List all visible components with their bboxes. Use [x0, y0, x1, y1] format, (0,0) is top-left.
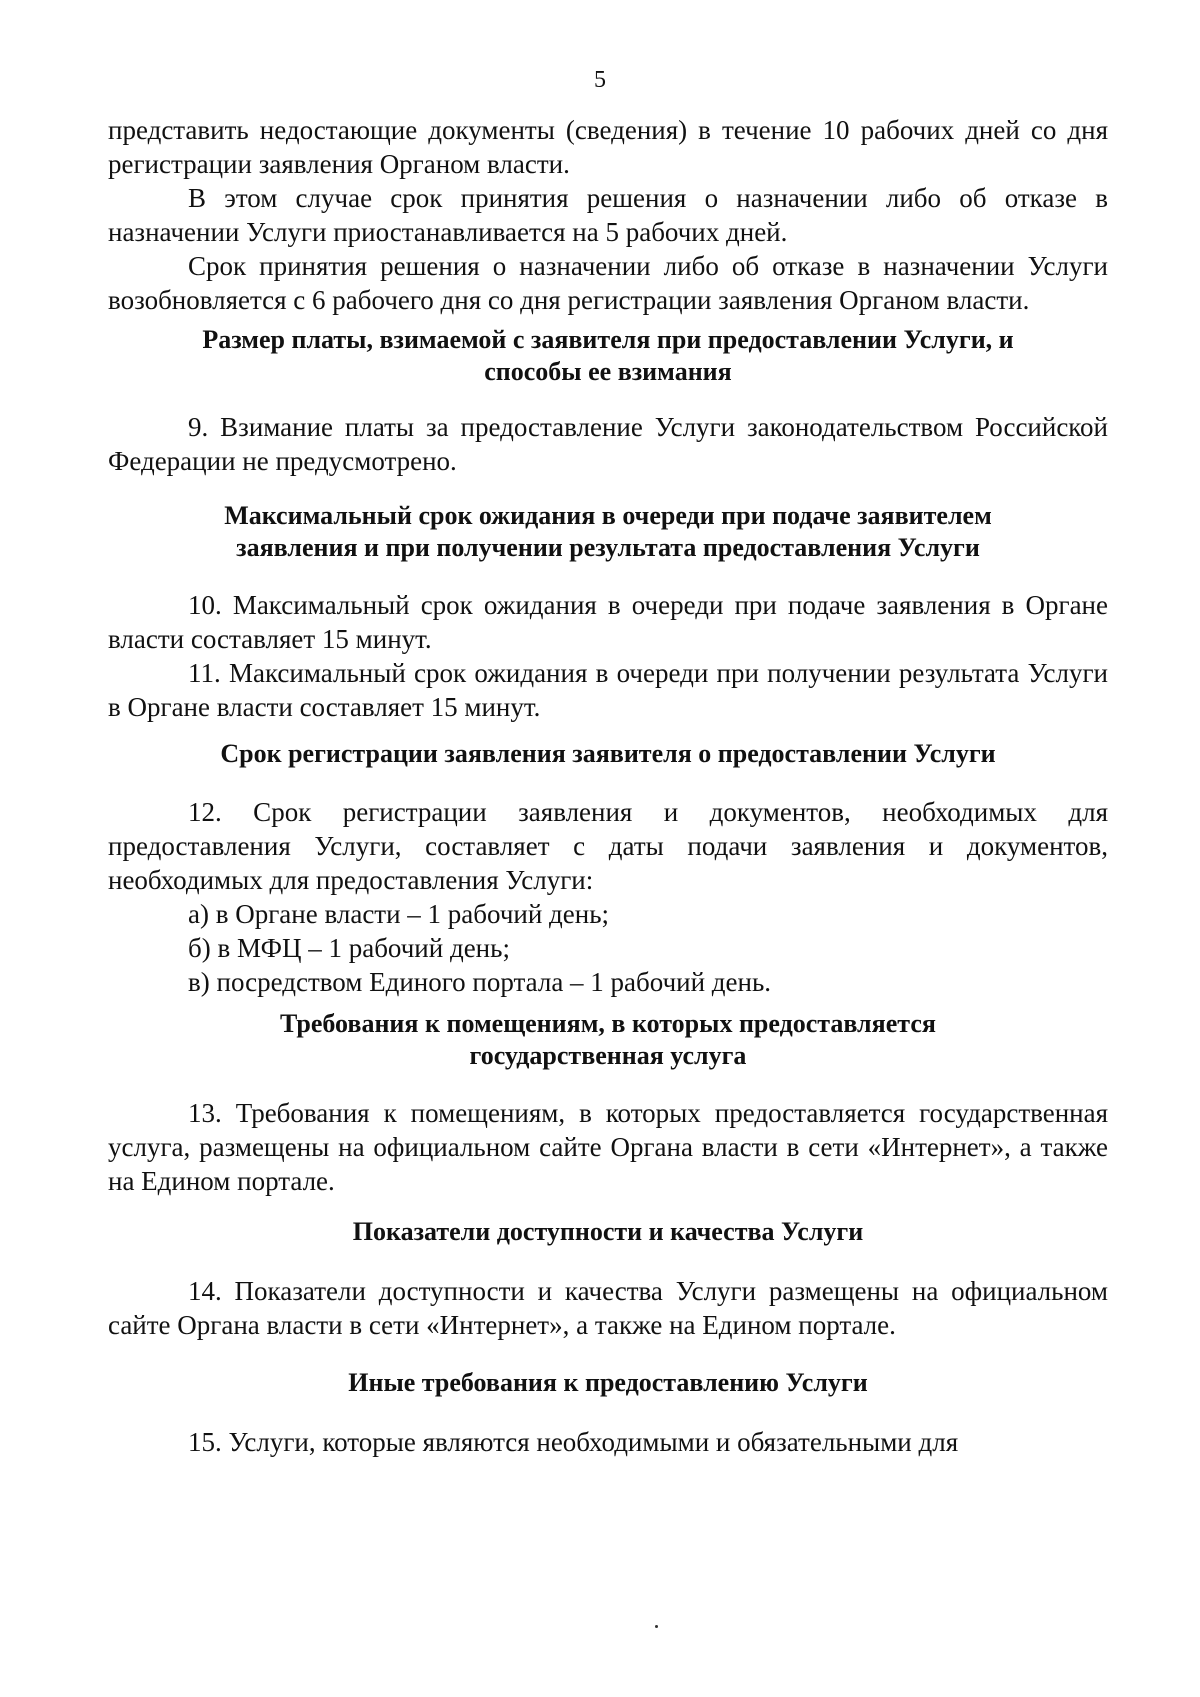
- paragraph-10: 10. Максимальный срок ожидания в очереди при подаче заявления в Органе власти составляет 15 минут.: [108, 590, 1108, 654]
- section-other-body: [108, 1425, 1108, 1459]
- section-queue-body: [108, 588, 1108, 724]
- section-registration-body: [108, 795, 1108, 999]
- section-premises-body: [108, 1096, 1108, 1198]
- paragraph-14: 14. Показатели доступности и качества Услуги размещены на официальном сайте Органа власти в сети «Интернет», а также на Едином портале.: [108, 1276, 1108, 1340]
- page-number: 5: [594, 67, 606, 93]
- list-item: а) в Органе власти – 1 рабочий день;: [188, 899, 610, 929]
- scan-speck: [655, 1625, 658, 1628]
- list-item: б) в МФЦ – 1 рабочий день;: [188, 933, 510, 963]
- paragraph-11: 11. Максимальный срок ожидания в очереди при получении результата Услуги в Органе власти составляет 15 минут.: [108, 658, 1108, 722]
- section-heading: Срок регистрации заявления заявителя о предоставлении Услуги: [220, 739, 996, 768]
- list-item: в) посредством Единого портала – 1 рабочий день.: [188, 967, 772, 997]
- paragraph-intro-3: Срок принятия решения о назначении либо об отказе в назначении Услуги возобновляется с 6 рабочего дня со дня регистрации заявления Органом власти.: [108, 251, 1108, 315]
- intro-block: [108, 113, 1108, 317]
- section-quality-heading: [108, 1216, 1108, 1248]
- registration-list: [108, 897, 1108, 999]
- paragraph-15: 15. Услуги, которые являются необходимыми и обязательными для: [188, 1427, 959, 1457]
- section-premises-heading: [108, 1008, 1108, 1072]
- section-heading-line: способы ее взимания: [484, 357, 732, 386]
- paragraph-12: 12. Срок регистрации заявления и документов, необходимых для предоставления Услуги, составляет с даты подачи заявления и документов, необходимых для предоставления Услуги:: [108, 797, 1108, 895]
- section-heading-line: заявления и при получении результата предоставления Услуги: [236, 533, 980, 562]
- paragraph-intro-1: представить недостающие документы (сведения) в течение 10 рабочих дней со дня регистрации заявления Органом власти.: [108, 115, 1108, 179]
- section-other-heading: [108, 1367, 1108, 1399]
- section-heading-line: Максимальный срок ожидания в очереди при подаче заявителем: [224, 501, 992, 530]
- paragraph-13: 13. Требования к помещениям, в которых предоставляется государственная услуга, размещены на официальном сайте Органа власти в сети «Интернет», а также на Едином портале.: [108, 1098, 1108, 1196]
- paragraph-intro-2: В этом случае срок принятия решения о назначении либо об отказе в назначении Услуги приостанавливается на 5 рабочих дней.: [108, 183, 1108, 247]
- section-heading: Показатели доступности и качества Услуги: [352, 1217, 864, 1246]
- paragraph-9: 9. Взимание платы за предоставление Услуги законодательством Российской Федерации не предусмотрено.: [108, 412, 1108, 476]
- section-registration-heading: [108, 738, 1108, 770]
- section-quality-body: [108, 1274, 1108, 1342]
- section-heading-line: государственная услуга: [469, 1041, 747, 1070]
- section-fee-body: [108, 410, 1108, 478]
- section-fee-heading: [108, 324, 1108, 388]
- section-heading-line: Требования к помещениям, в которых предоставляется: [280, 1009, 936, 1038]
- section-heading-line: Размер платы, взимаемой с заявителя при предоставлении Услуги, и: [202, 325, 1014, 354]
- section-queue-heading: [108, 500, 1108, 564]
- section-heading: Иные требования к предоставлению Услуги: [348, 1368, 868, 1397]
